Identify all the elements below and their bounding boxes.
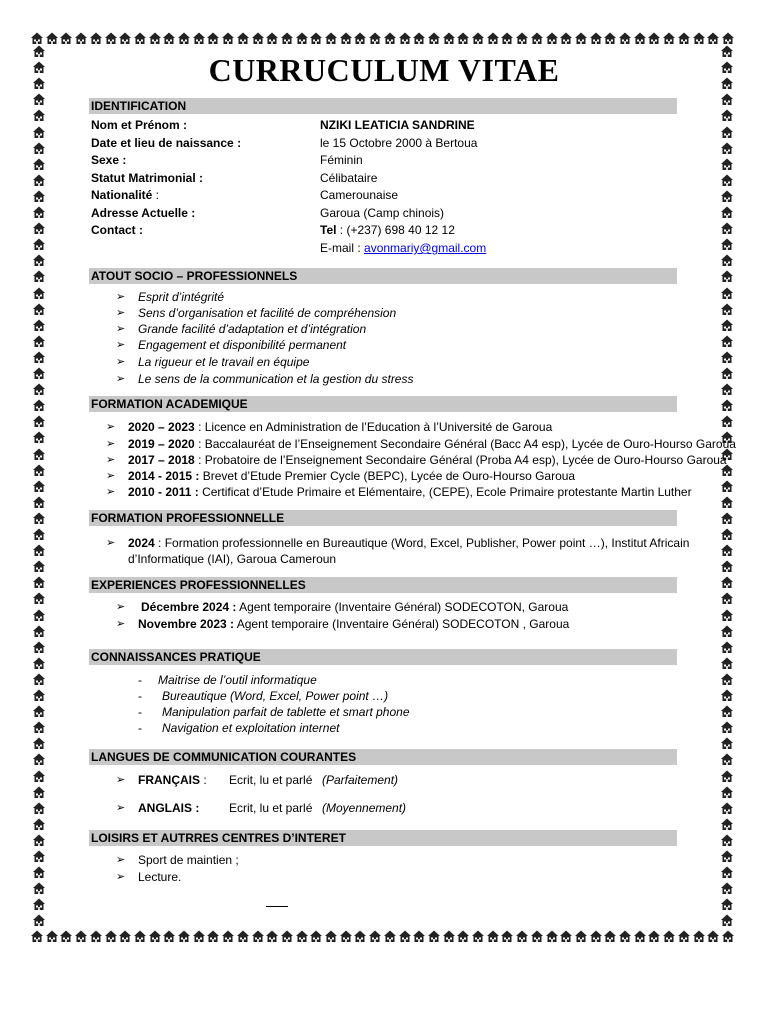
house-icon [353,929,367,944]
section-heading-formation-academique: FORMATION ACADEMIQUE [89,396,677,412]
house-icon [383,31,397,46]
house-icon [647,929,661,944]
house-icon [236,31,250,46]
house-icon [662,31,676,46]
experience-text: Agent temporaire (Inventaire Général) SODECOTON , Garoua [234,617,570,631]
page-border-bottom [30,928,736,944]
formation-text: : Licence en Administration de l’Education à l’Université de Garoua [194,420,553,434]
formation-years: 2010 - 2011 : [128,485,199,499]
house-icon [59,929,73,944]
house-icon [118,31,132,46]
house-icon [574,31,588,46]
house-icon [603,929,617,944]
house-icon [368,31,382,46]
house-icon [32,913,46,930]
formation-pro-text: : Formation professionnelle en Bureautique (Word, Excel, Publisher, Power point …), Institut Africain [154,536,690,550]
house-icon [177,31,191,46]
house-icon [486,31,500,46]
experience-item [141,600,568,615]
section-heading-connaissances: CONNAISSANCES PRATIQUE [89,649,677,665]
house-icon [59,31,73,46]
house-icon [339,929,353,944]
section-heading-experiences: EXPERIENCES PROFESSIONNELLES [89,577,677,593]
formation-academique-item [128,437,736,452]
house-icon [30,929,44,944]
house-icon [251,31,265,46]
house-icon [251,929,265,944]
house-icon [486,929,500,944]
experience-date: Novembre 2023 : [138,617,235,631]
house-icon [353,31,367,46]
formation-years: 2017 – 2018 [128,453,195,467]
atout-item: Sens d’organisation et facilité de compréhension [138,306,397,320]
house-icon [280,31,294,46]
bullet-arrow-icon: ➢ [106,421,116,433]
dash-bullet: - [138,721,142,735]
formation-academique-item [128,453,727,468]
bullet-arrow-icon: ➢ [116,601,126,613]
language-level: Ecrit, lu et parlé [229,773,313,787]
bullet-arrow-icon: ➢ [106,486,116,498]
bullet-arrow-icon: ➢ [116,854,126,866]
formation-academique-item [128,469,575,484]
house-icon [89,31,103,46]
id-label-marital: Statut Matrimonial : [91,171,204,185]
house-icon [442,929,456,944]
house-icon [530,929,544,944]
house-icon [618,929,632,944]
house-icon [148,929,162,944]
house-icon [471,929,485,944]
house-icon [574,929,588,944]
bullet-arrow-icon: ➢ [116,774,126,786]
house-icon [545,929,559,944]
house-icon [104,31,118,46]
house-icon [692,929,706,944]
bullet-arrow-icon: ➢ [106,537,116,549]
house-icon [295,31,309,46]
house-icon [324,929,338,944]
section-heading-langues: LANGUES DE COMMUNICATION COURANTES [89,749,677,765]
house-icon [339,31,353,46]
bullet-arrow-icon: ➢ [116,356,126,368]
bullet-arrow-icon: ➢ [116,323,126,335]
house-icon [442,31,456,46]
bullet-arrow-icon: ➢ [116,339,126,351]
house-icon [427,929,441,944]
formation-pro-line2: d’Informatique (IAI), Garoua Cameroun [128,552,337,566]
house-icon [677,31,691,46]
id-label-sex: Sexe : [91,153,127,167]
dash-bullet: - [138,689,142,703]
language-qualifier: (Moyennement) [322,801,407,815]
house-icon [45,929,59,944]
house-icon [309,929,323,944]
house-icon [265,929,279,944]
house-icon [647,31,661,46]
house-icon [706,929,720,944]
atout-item: La rigueur et le travail en équipe [138,355,310,369]
section-heading-identification: IDENTIFICATION [89,98,677,114]
house-icon [618,31,632,46]
formation-text: Brevet d’Etude Premier Cycle (BEPC), Lycée de Ouro-Hourso Garoua [199,469,576,483]
formation-academique-item [128,420,552,435]
house-icon [133,31,147,46]
formation-academique-item [128,485,692,500]
house-icon [589,929,603,944]
formation-years: 2019 – 2020 [128,437,195,451]
house-icon [545,31,559,46]
language-sep: : [200,773,207,787]
section-heading-formation-pro: FORMATION PROFESSIONNELLE [89,510,677,526]
house-icon [398,929,412,944]
id-label-nationality-colon: : [152,188,160,202]
id-label-address: Adresse Actuelle : [91,206,196,220]
house-icon [295,929,309,944]
formation-pro-year: 2024 [128,536,155,550]
house-icon [206,929,220,944]
formation-text: Certificat d’Etude Primaire et Elémentaire, (CEPE), Ecole Primaire protestante Martin Luther [198,485,692,499]
id-value-address: Garoua (Camp chinois) [320,206,445,220]
house-icon [456,31,470,46]
formation-pro-line1 [128,536,689,551]
dash-bullet: - [138,705,142,719]
formation-years: 2014 - 2015 : [128,469,200,483]
phone-label: Tel [320,223,337,237]
connaissance-item: Manipulation parfait de tablette et smart phone [162,705,410,719]
id-value-name: NZIKI LEATICIA SANDRINE [320,118,475,132]
language-level: Ecrit, lu et parlé [229,801,313,815]
house-icon [236,929,250,944]
bullet-arrow-icon: ➢ [116,802,126,814]
id-value-nationality: Camerounaise [320,188,399,202]
house-icon [412,929,426,944]
house-icon [456,929,470,944]
document-title: CURRUCULUM VITAE [208,52,560,88]
formation-text: : Probatoire de l’Enseignement Secondaire Général (Proba A4 esp), Lycée de Ouro-Hourso Garoua [194,453,727,467]
house-icon [74,31,88,46]
formation-text: : Baccalauréat de l’Enseignement Secondaire Général (Bacc A4 esp), Lycée de Ouro-Hourso Garoua [194,437,736,451]
email-link[interactable]: avonmariy@gmail.com [364,241,487,255]
house-icon [427,31,441,46]
house-icon [280,929,294,944]
section-heading-loisirs: LOISIRS ET AUTRRES CENTRES D’INTERET [89,830,677,846]
house-icon [148,31,162,46]
id-value-marital: Célibataire [320,171,378,185]
bullet-arrow-icon: ➢ [116,291,126,303]
bullet-arrow-icon: ➢ [106,470,116,482]
bullet-arrow-icon: ➢ [116,373,126,385]
bullet-arrow-icon: ➢ [116,871,126,883]
house-icon [471,31,485,46]
language-qualifier: (Parfaitement) [322,773,399,787]
house-icon [692,31,706,46]
house-icon [662,929,676,944]
connaissance-item: Navigation et exploitation internet [162,721,340,735]
connaissance-item: Bureautique (Word, Excel, Power point …) [162,689,389,703]
bullet-arrow-icon: ➢ [106,454,116,466]
formation-years: 2020 – 2023 [128,420,195,434]
id-value-birth: le 15 Octobre 2000 à Bertoua [320,136,478,150]
language-name [138,773,207,788]
page-border-top [30,30,736,46]
house-icon [309,31,323,46]
id-value-email [320,241,486,256]
id-value-sex: Féminin [320,153,363,167]
house-icon [89,929,103,944]
experience-item [138,617,569,632]
house-icon [324,31,338,46]
id-label-contact: Contact : [91,223,143,237]
house-icon [221,929,235,944]
house-icon [133,929,147,944]
loisir-item: Sport de maintien ; [138,853,239,867]
house-icon [500,31,514,46]
language-label: FRANÇAIS [138,773,200,787]
house-icon [589,31,603,46]
house-icon [118,929,132,944]
page-border-right [718,44,736,930]
id-label-name: Nom et Prénom : [91,118,188,132]
house-icon [633,31,647,46]
id-value-phone [320,223,455,238]
house-icon [192,31,206,46]
dash-bullet: - [138,673,142,687]
house-icon [559,929,573,944]
house-icon [515,929,529,944]
house-icon [412,31,426,46]
section-heading-atouts: ATOUT SOCIO – PROFESSIONNELS [89,268,677,284]
house-icon [530,31,544,46]
house-icon [74,929,88,944]
decorative-underline [266,906,288,907]
house-icon [192,929,206,944]
language-name: ANGLAIS : [138,801,200,815]
house-icon [603,31,617,46]
atout-item: Grande facilité d’adaptation et d’intégration [138,322,367,336]
house-icon [559,31,573,46]
experience-date: Décembre 2024 : [141,600,237,614]
id-label-nationality-text: Nationalité [91,188,153,202]
atout-item: Le sens de la communication et la gestion du stress [138,372,414,386]
bullet-arrow-icon: ➢ [106,438,116,450]
house-icon [177,929,191,944]
email-prefix: E-mail : [320,241,365,255]
house-icon [162,31,176,46]
atout-item: Engagement et disponibilité permanent [138,338,347,352]
house-icon [368,929,382,944]
atout-item: Esprit d’intégrité [138,290,225,304]
loisir-item: Lecture. [138,870,182,884]
id-label-birth: Date et lieu de naissance : [91,136,242,150]
id-label-nationality [91,188,159,203]
house-icon [221,31,235,46]
connaissance-item: Maitrise de l’outil informatique [158,673,317,687]
bullet-arrow-icon: ➢ [116,307,126,319]
house-icon [633,929,647,944]
page-border-left [30,44,48,930]
house-icon [500,929,514,944]
house-icon [515,31,529,46]
house-icon [677,929,691,944]
house-icon [162,929,176,944]
house-icon [720,913,734,930]
house-icon [383,929,397,944]
house-icon [721,929,735,944]
house-icon [104,929,118,944]
house-icon [398,31,412,46]
house-icon [265,31,279,46]
bullet-arrow-icon: ➢ [116,618,126,630]
house-icon [206,31,220,46]
phone-number: : (+237) 698 40 12 12 [336,223,455,237]
experience-text: Agent temporaire (Inventaire Général) SODECOTON, Garoua [236,600,569,614]
